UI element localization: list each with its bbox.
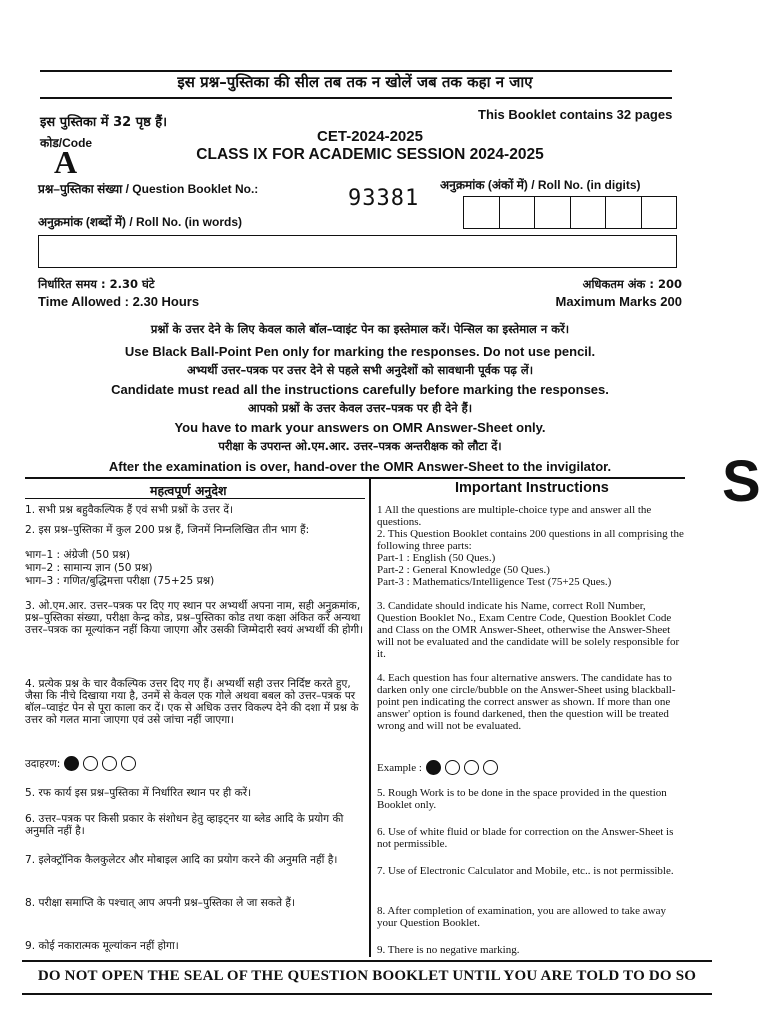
column-divider — [369, 479, 371, 957]
instructions-heading-hindi: महत्वपूर्ण अनुदेश — [150, 483, 227, 498]
empty-bubble-icon — [83, 756, 98, 771]
return-instruction-english: After the examination is over, hand-over the OMR Answer-Sheet to the invigilator. — [108, 459, 612, 474]
instruction-en-3: 3. Candidate should indicate his Name, correct Roll Number, Question Booklet No., Exam Centre Code, Question Booklet Code and Class on the OMR Answer-Sheet, otherwise the Answer-Sheet will not be evaluated and the candidate will be solely responsible for it. — [377, 600, 680, 660]
bottom-banner-bottom-rule — [22, 993, 712, 995]
page-count-hindi: इस पुस्तिका में 32 पृष्ठ हैं। — [40, 115, 168, 130]
seal-notice-hindi: इस प्रश्न–पुस्तिका की सील तब तक न खोलें जब तक कहा न जाए — [177, 73, 533, 91]
part-hi-3: भाग–3 : गणित/बुद्धिमत्ता परीक्षा (75+25 प्रश्न) — [25, 575, 215, 587]
roll-digit-box[interactable] — [571, 197, 607, 228]
class-title: CLASS IX FOR ACADEMIC SESSION 2024-2025 — [196, 146, 544, 163]
instruction-en-2: 2. This Question Booklet contains 200 questions in all comprising the following three parts: — [377, 528, 684, 552]
series-letter: S — [722, 449, 761, 514]
instruction-hi-5: 5. रफ कार्य इस प्रश्न–पुस्तिका में निर्धारित स्थान पर ही करें। — [25, 787, 252, 799]
filled-bubble-icon — [64, 756, 79, 771]
instruction-hi-6: 6. उत्तर–पत्रक पर किसी प्रकार के संशोधन हेतु व्हाइट्नर या ब्लेड आदि के प्रयोग की अनुमति नहीं है। — [25, 813, 344, 837]
time-allowed-hindi: निर्धारित समय : 2.30 घंटे — [38, 277, 155, 291]
roll-digit-box[interactable] — [535, 197, 571, 228]
instruction-hi-7: 7. इलेक्ट्रॉनिक कैलकुलेटर और मोबाइल आदि का प्रयोग करने की अनुमति नहीं है। — [25, 854, 338, 866]
example-label-hindi: उदाहरण: — [25, 757, 61, 770]
exam-title: CET-2024-2025 — [317, 128, 423, 145]
instructions-top-rule — [25, 477, 685, 479]
roll-number-words-label: अनुक्रमांक (शब्दों में) / Roll No. (in words) — [38, 215, 243, 229]
instruction-en-6: 6. Use of white fluid or blade for correction on the Answer-Sheet is not permissible. — [377, 826, 674, 850]
instruction-en-4: 4. Each question has four alternative answers. The candidate has to darken only one circle/bubble on the Answer-Sheet using blackball-point pen indicating the correct answer as shown. If more than one answer' option is found darkened, then the question will be treated wrong and will not be evaluated. — [377, 672, 676, 732]
hindi-heading-underline — [25, 498, 365, 499]
roll-number-digit-boxes[interactable] — [463, 196, 677, 229]
pen-instruction-english: Use Black Ball-Point Pen only for marking the responses. Do not use pencil. — [124, 344, 596, 359]
part-en-1: Part-1 : English (50 Ques.) — [377, 552, 496, 564]
roll-digit-box[interactable] — [464, 197, 500, 228]
empty-bubble-icon — [464, 760, 479, 775]
empty-bubble-icon — [102, 756, 117, 771]
instruction-en-5: 5. Rough Work is to be done in the space provided in the question Booklet only. — [377, 787, 667, 811]
empty-bubble-icon — [483, 760, 498, 775]
code-label: कोड/Code — [40, 136, 93, 150]
instruction-hi-8: 8. परीक्षा समाप्ति के पश्चात् आप अपनी प्रश्न–पुस्तिका ले जा सकते हैं। — [25, 897, 295, 909]
example-label-english: Example : — [377, 761, 422, 774]
bottom-banner-top-rule — [22, 960, 712, 962]
roll-digit-box[interactable] — [642, 197, 677, 228]
instruction-en-1: 1 All the questions are multiple-choice type and answer all the questions. — [377, 504, 652, 528]
roll-number-words-box[interactable] — [38, 235, 677, 268]
read-instruction-hindi: अभ्यर्थी उत्तर–पत्रक पर उत्तर देने से पहले सभी अनुदेशों को सावधानी पूर्वक पढ़ लें। — [186, 363, 534, 377]
instruction-hi-1: 1. सभी प्रश्न बहुवैकल्पिक हैं एवं सभी प्रश्नों के उत्तर दें। — [25, 504, 234, 516]
page-count-english: This Booklet contains 32 pages — [478, 107, 673, 122]
part-en-3: Part-3 : Mathematics/Intelligence Test (75+25 Ques.) — [377, 576, 612, 588]
instruction-hi-9: 9. कोई नकारात्मक मूल्यांकन नहीं होगा। — [25, 940, 179, 952]
booklet-code: A — [54, 144, 78, 180]
time-allowed-english: Time Allowed : 2.30 Hours — [38, 294, 200, 309]
filled-bubble-icon — [426, 760, 441, 775]
roll-number-digits-label: अनुक्रमांक (अंकों में) / Roll No. (in digits) — [440, 178, 641, 192]
example-hindi — [25, 756, 365, 771]
part-en-2: Part-2 : General Knowledge (50 Ques.) — [377, 564, 550, 576]
empty-bubble-icon — [445, 760, 460, 775]
read-instruction-english: Candidate must read all the instructions carefully before marking the responses. — [111, 382, 609, 397]
question-booklet-number: 93381 — [348, 186, 420, 211]
instructions-heading-english: Important Instructions — [455, 480, 609, 496]
question-booklet-number-label: प्रश्न–पुस्तिका संख्या / Question Booklet No.: — [38, 182, 259, 196]
example-english — [377, 760, 687, 775]
instruction-en-9: 9. There is no negative marking. — [377, 944, 520, 956]
return-instruction-hindi: परीक्षा के उपरान्त ओ.एम.आर. उत्तर–पत्रक अन्तरीक्षक को लौटा दें। — [218, 439, 502, 453]
max-marks-english: Maximum Marks 200 — [555, 294, 682, 309]
instruction-en-7: 7. Use of Electronic Calculator and Mobile, etc.. is not permissible. — [377, 865, 674, 877]
instruction-hi-4: 4. प्रत्येक प्रश्न के चार वैकल्पिक उत्तर दिए गए हैं। अभ्यर्थी सही उत्तर निर्दिष्ट करते हुए, जैसा कि नीचे दिखाया गया है, उनमें से केवल एक गोले अथवा बबल को उत्तर–पत्रक पर बॉल–प्वाइंट पेन से पूरा काला कर दें। एक से अधिक उत्तर विकल्प देने की दशा में प्रश्न के उत्तर को गलत माना जाएगा एवं उसे जांचा नहीं जाएगा। — [25, 678, 359, 726]
omr-instruction-hindi: आपको प्रश्नों के उत्तर केवल उत्तर–पत्रक पर ही देने हैं। — [247, 401, 473, 415]
max-marks-hindi: अधिकतम अंक : 200 — [582, 277, 682, 291]
seal-notice-underline — [40, 97, 672, 99]
part-hi-2: भाग–2 : सामान्य ज्ञान (50 प्रश्न) — [25, 562, 153, 574]
instruction-hi-2: 2. इस प्रश्न–पुस्तिका में कुल 200 प्रश्न हैं, जिनमें निम्नलिखित तीन भाग हैं: — [25, 524, 310, 536]
omr-instruction-english: You have to mark your answers on OMR Answer-Sheet only. — [174, 420, 546, 435]
empty-bubble-icon — [121, 756, 136, 771]
instruction-hi-3: 3. ओ.एम.आर. उत्तर–पत्रक पर दिए गए स्थान पर अभ्यर्थी अपना नाम, सही अनुक्रमांक, प्रश्न–पुस्तिका संख्या, परीक्षा केन्द्र कोड, प्रश्न–पुस्तिका कोड तथा कक्षा अंकित करें अन्यथा उत्तर–पत्रक का मूल्यांकन नहीं किया जाएगा और उसकी जिम्मेदारी स्वयं अभ्यर्थी की होगी। — [25, 600, 364, 636]
roll-digit-box[interactable] — [500, 197, 536, 228]
part-hi-1: भाग–1 : अंग्रेजी (50 प्रश्न) — [25, 549, 131, 561]
roll-digit-box[interactable] — [606, 197, 642, 228]
instruction-en-8: 8. After completion of examination, you are allowed to take away your Question Booklet. — [377, 905, 666, 929]
pen-instruction-hindi: प्रश्नों के उत्तर देने के लिए केवल काले बॉल–प्वाइंट पेन का इस्तेमाल करें। पेन्सिल का इस्तेमाल न करें। — [150, 322, 570, 336]
seal-warning-banner: DO NOT OPEN THE SEAL OF THE QUESTION BOOKLET UNTIL YOU ARE TOLD TO DO SO — [37, 968, 697, 984]
